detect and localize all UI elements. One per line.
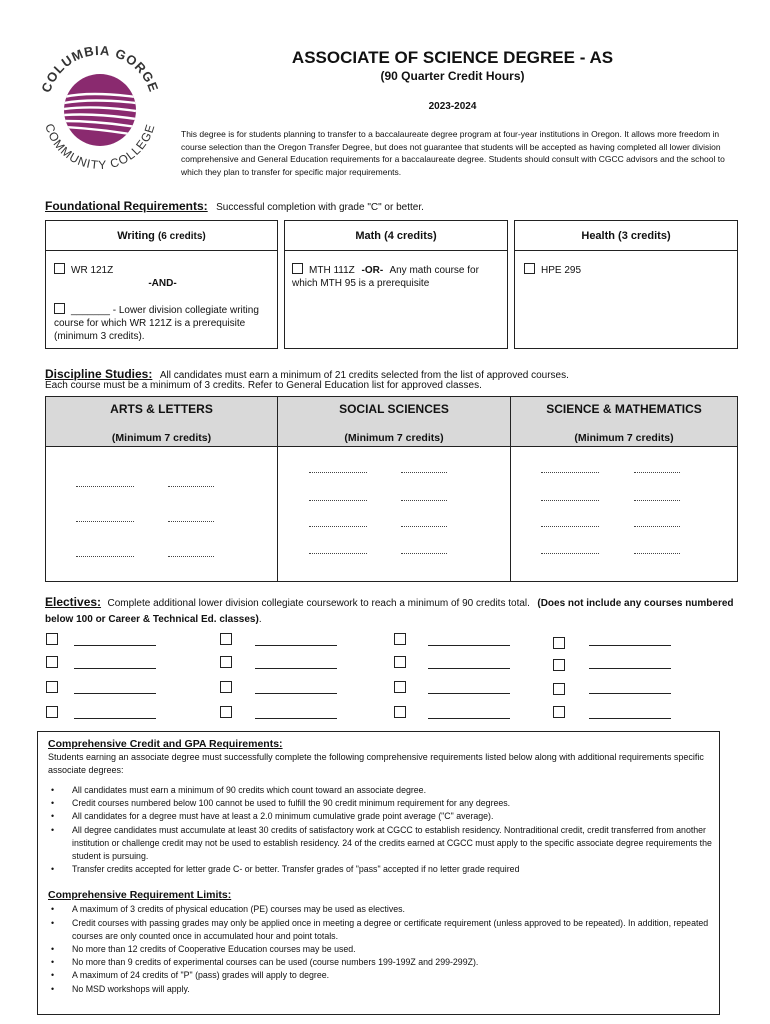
intro-paragraph: This degree is for students planning to transfer to a baccalaureate degree program at four-year institutions in Oregon. It allows more freedom in course selection than the Oregon Transfer Degree, but does not guarantee that students will be accepted as having completed all lower division comprehensive and General Education requirements for a baccalaureate degree. Students should consult with CGCC advisors and the school to which they plan to transfer for specific major requirements. — [181, 129, 725, 177]
elective-checkbox[interactable] — [220, 681, 232, 693]
hpe295-item — [524, 263, 581, 277]
elective-line[interactable] — [428, 718, 510, 719]
comprehensive-heading: Comprehensive Credit and GPA Requirements: — [48, 738, 283, 750]
arts-letters-min: (Minimum 7 credits) — [111, 432, 212, 444]
svg-text:COLUMBIA GORGE: COLUMBIA GORGE — [38, 42, 162, 95]
list-item: • A maximum of 3 credits of physical education (PE) courses may be used as electives. — [48, 903, 713, 916]
discipline-heading: Discipline Studies: — [45, 367, 153, 381]
science-blank[interactable] — [634, 500, 680, 501]
foundational-heading-row — [45, 197, 745, 215]
list-item: • No more than 12 credits of Cooperative Education courses may be used. — [48, 943, 713, 956]
list-item: • No more than 9 credits of experimental courses can be used (course numbers 199-199Z and 299-299Z). — [48, 956, 713, 969]
social-blank[interactable] — [309, 553, 367, 554]
limits-heading: Comprehensive Requirement Limits: — [48, 889, 232, 902]
elective-checkbox[interactable] — [220, 706, 232, 718]
writing-course2-label: _______ - Lower division collegiate writing course for which WR 121Z is a prerequisite (minimum 3 credits). — [54, 305, 259, 342]
social-blank[interactable] — [309, 472, 367, 473]
hpe295-label: HPE 295 — [541, 265, 582, 276]
arts-blank[interactable] — [168, 486, 214, 487]
elective-checkbox[interactable] — [394, 656, 406, 668]
elective-checkbox[interactable] — [220, 633, 232, 645]
elective-checkbox[interactable] — [394, 633, 406, 645]
elective-checkbox[interactable] — [394, 706, 406, 718]
health-title: Health (3 credits) — [515, 221, 737, 251]
elective-checkbox[interactable] — [553, 637, 565, 649]
elective-line[interactable] — [589, 718, 671, 719]
foundational-text: Successful completion with grade "C" or better. — [216, 202, 424, 213]
list-item: • A maximum of 24 credits of "P" (pass) grades will apply to degree. — [48, 969, 713, 982]
science-blank[interactable] — [541, 553, 599, 554]
mth111z-item — [292, 263, 504, 290]
hpe295-checkbox[interactable] — [524, 263, 535, 274]
or-label: -OR- — [361, 265, 384, 276]
math-title: Math (4 credits) — [285, 221, 507, 251]
college-logo — [30, 35, 170, 175]
science-blank[interactable] — [634, 472, 680, 473]
discipline-table — [45, 396, 738, 582]
math-alt-label: Any math course for which MTH 95 is a prerequisite — [292, 265, 479, 289]
social-blank[interactable] — [401, 472, 447, 473]
elective-line[interactable] — [255, 668, 337, 669]
col-divider — [277, 397, 278, 581]
electives-text: Complete additional lower division collegiate coursework to reach a minimum of 90 credits total. — [107, 598, 530, 609]
writing-credits: (6 credits) — [157, 231, 206, 242]
arts-blank[interactable] — [76, 486, 134, 487]
science-blank[interactable] — [634, 526, 680, 527]
elective-checkbox[interactable] — [220, 656, 232, 668]
elective-checkbox[interactable] — [553, 683, 565, 695]
elective-checkbox[interactable] — [394, 681, 406, 693]
electives-bold-note: (Does not include any courses numbered below 100 or Career & Technical Ed. classes) — [45, 598, 734, 625]
elective-checkbox[interactable] — [46, 633, 58, 645]
social-blank[interactable] — [401, 500, 447, 501]
elective-line[interactable] — [74, 645, 156, 646]
arts-blank[interactable] — [168, 556, 214, 557]
comprehensive-list — [48, 784, 713, 876]
list-item: • All degree candidates must accumulate at least 30 credits of satisfactory work at CGCC to establish residency. Nontraditional credit, credit transferred from another institution or challenge credit may not be used to establish residency. 24 of the credits earned at CGCC must apply to the specific associate degree requirements the student is pursuing. — [48, 824, 713, 864]
elective-line[interactable] — [74, 668, 156, 669]
discipline-text2: Each course must be a minimum of 3 credits. Refer to General Education list for approved classes. — [45, 380, 482, 391]
elective-line[interactable] — [255, 645, 337, 646]
academic-year: 2023-2024 — [428, 101, 477, 112]
elective-checkbox[interactable] — [46, 681, 58, 693]
comprehensive-box — [37, 731, 720, 1015]
social-blank[interactable] — [401, 553, 447, 554]
elective-line[interactable] — [255, 693, 337, 694]
list-item: • All candidates must earn a minimum of 90 credits which count toward an associate degree. — [48, 784, 713, 797]
elective-checkbox[interactable] — [553, 659, 565, 671]
col-divider — [510, 397, 511, 581]
list-item: • Credit courses with passing grades may only be applied once in meeting a degree or certificate requirement (unless approved to be repeated). In addition, repeated courses are only counted once in accumulated hour and point totals. — [48, 917, 713, 943]
discipline-text1: All candidates must earn a minimum of 21 credits selected from the list of approved courses. — [159, 370, 569, 381]
social-sciences-title: SOCIAL SCIENCES — [339, 402, 449, 416]
arts-blank[interactable] — [168, 521, 214, 522]
science-blank[interactable] — [541, 526, 599, 527]
elective-checkbox[interactable] — [553, 706, 565, 718]
page-title: ASSOCIATE OF SCIENCE DEGREE - AS — [291, 48, 614, 67]
electives-heading: Electives: — [45, 595, 102, 609]
elective-checkbox[interactable] — [46, 706, 58, 718]
comprehensive-intro: Students earning an associate degree must successfully complete the following comprehensive requirements listed below along with additional requirements specific associate degrees: — [48, 752, 704, 775]
writing-box — [45, 220, 278, 349]
elective-line[interactable] — [255, 718, 337, 719]
social-blank[interactable] — [309, 526, 367, 527]
arts-blank[interactable] — [76, 521, 134, 522]
mth111z-label: MTH 111Z — [309, 265, 355, 276]
page-subtitle: (90 Quarter Credit Hours) — [380, 69, 525, 83]
elective-line[interactable] — [428, 645, 510, 646]
row-divider — [46, 446, 737, 447]
science-math-min: (Minimum 7 credits) — [574, 432, 674, 444]
elective-line[interactable] — [74, 718, 156, 719]
list-item: • No MSD workshops will apply. — [48, 983, 713, 996]
writing-title: Writing — [117, 230, 155, 242]
elective-line[interactable] — [589, 668, 671, 669]
electives-end: . — [258, 614, 262, 625]
math-box — [284, 220, 508, 349]
and-label: -AND- — [148, 278, 177, 289]
social-sciences-min: (Minimum 7 credits) — [344, 432, 444, 444]
social-blank[interactable] — [309, 500, 367, 501]
science-math-title: SCIENCE & MATHEMATICS — [546, 402, 702, 416]
svg-text:COMMUNITY COLLEGE: COMMUNITY COLLEGE — [42, 121, 158, 173]
elective-line[interactable] — [428, 693, 510, 694]
science-blank[interactable] — [541, 472, 599, 473]
elective-checkbox[interactable] — [46, 656, 58, 668]
list-item: • Credit courses numbered below 100 cannot be used to fulfill the 90 credit minimum requirement for any degrees. — [48, 797, 713, 810]
elective-line[interactable] — [428, 668, 510, 669]
electives-text-block — [45, 595, 735, 627]
wr121z-checkbox[interactable] — [54, 263, 65, 274]
wr121z-label: WR 121Z — [71, 265, 114, 276]
foundational-heading: Foundational Requirements: — [45, 199, 208, 213]
writing-course2-item — [54, 303, 272, 343]
list-item: • Transfer credits accepted for letter grade C- or better. Transfer grades of "pass" accepted if no letter grade required — [48, 863, 713, 876]
limits-list — [48, 903, 713, 995]
elective-line[interactable] — [589, 693, 671, 694]
health-box — [514, 220, 738, 349]
writing-course2-checkbox[interactable] — [54, 303, 65, 314]
elective-line[interactable] — [589, 645, 671, 646]
social-blank[interactable] — [401, 526, 447, 527]
science-blank[interactable] — [541, 500, 599, 501]
wr121z-item — [54, 263, 113, 277]
elective-line[interactable] — [74, 693, 156, 694]
arts-blank[interactable] — [76, 556, 134, 557]
list-item: • All candidates for a degree must have at least a 2.0 minimum cumulative grade point average ("C" average). — [48, 810, 713, 823]
arts-letters-title: ARTS & LETTERS — [110, 402, 213, 416]
science-blank[interactable] — [634, 553, 680, 554]
mth111z-checkbox[interactable] — [292, 263, 303, 274]
writing-header — [46, 221, 277, 251]
